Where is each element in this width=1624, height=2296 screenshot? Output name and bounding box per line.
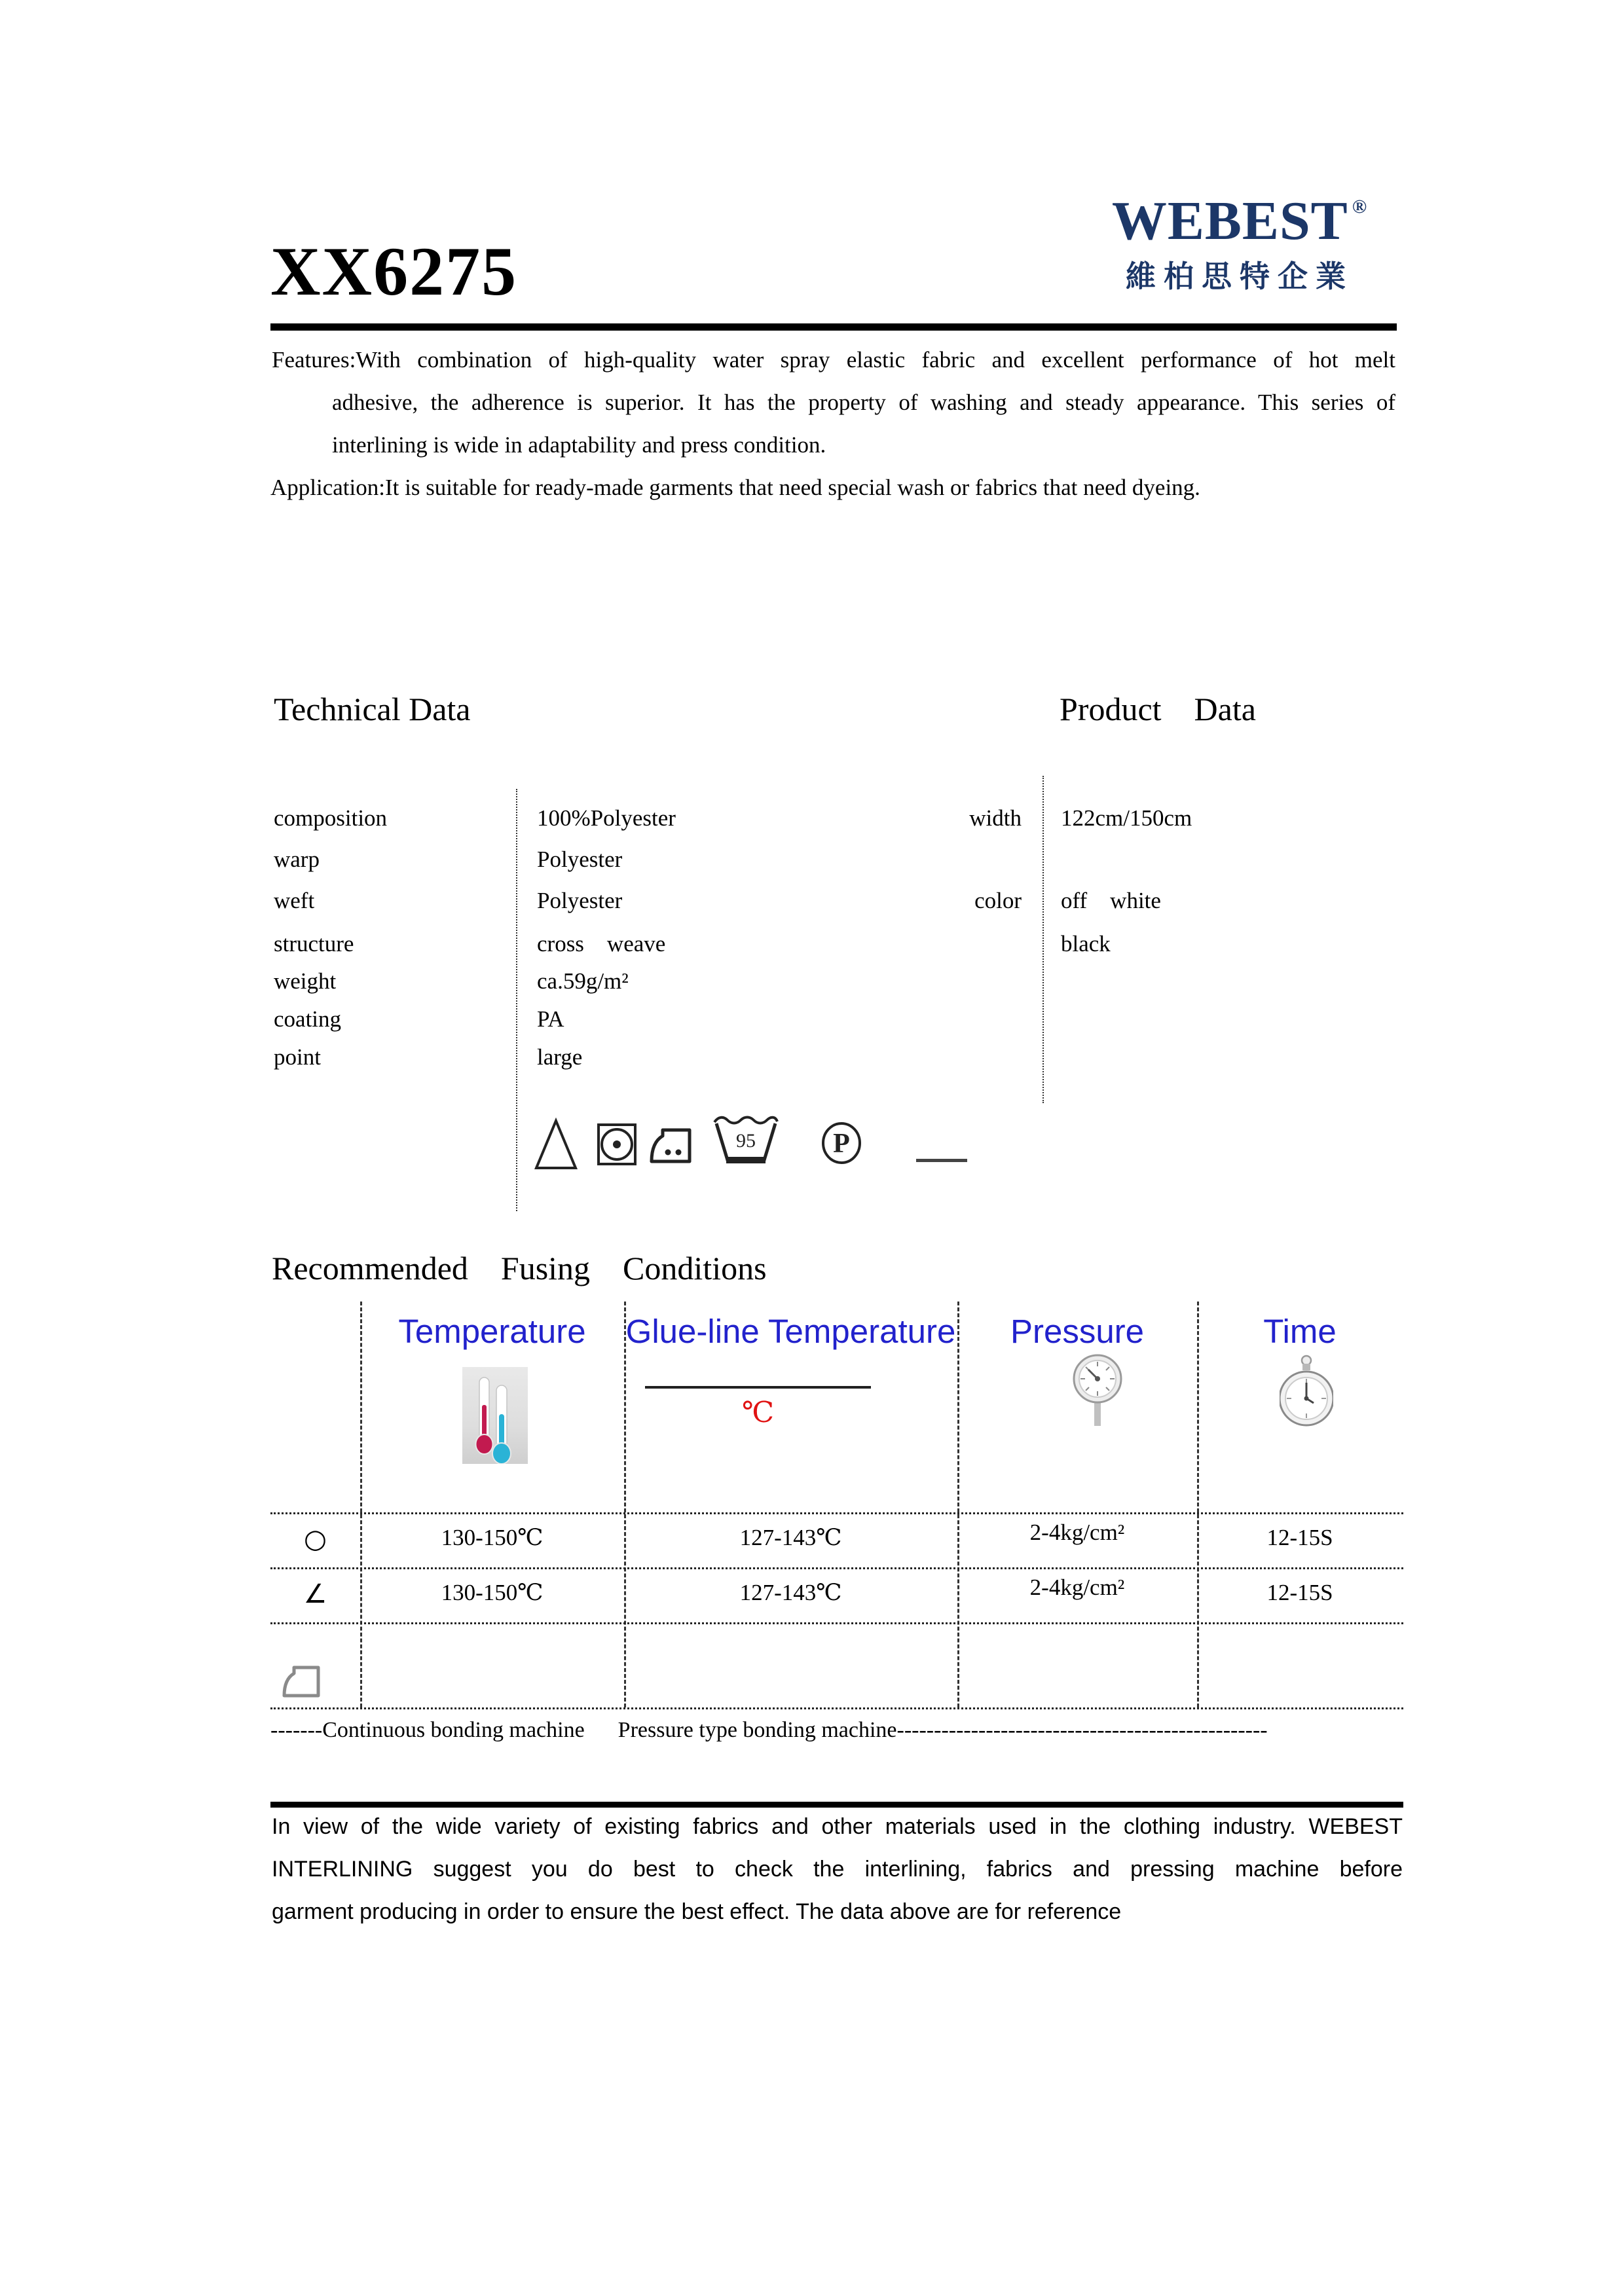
company-logo	[1099, 191, 1380, 296]
fusing-col-divider	[360, 1302, 362, 1707]
fusing-cell-glue-line: 127-143℃	[739, 1580, 842, 1605]
fusing-column-header-glue-line: Glue-line Temperature	[625, 1313, 956, 1350]
width-value: 122cm/150cm	[1061, 805, 1192, 831]
tech-value: PA	[537, 1006, 564, 1032]
fusing-col-divider	[624, 1302, 626, 1707]
thermometer-icon	[462, 1367, 528, 1464]
tumble-dry-icon	[597, 1121, 637, 1168]
fusing-row-divider	[270, 1707, 1403, 1709]
color-value-offwhite: off white	[1061, 888, 1161, 913]
footer-divider	[270, 1802, 1403, 1808]
tech-value: cross weave	[537, 931, 666, 957]
technical-data-heading: Technical Data	[274, 691, 471, 727]
fusing-row-symbol-angle: ∠	[303, 1579, 327, 1609]
glue-line-blank-underline	[645, 1386, 871, 1389]
tech-value: 100%Polyester	[537, 805, 676, 831]
header-divider	[270, 323, 1397, 331]
stopwatch-icon	[1280, 1354, 1333, 1429]
features-line-1: Features:With combination of high-quality water spray elastic fabric and excellent performance of hot melt	[272, 347, 1395, 373]
dry-clean-p-icon	[821, 1121, 862, 1165]
tech-value: large	[537, 1044, 583, 1070]
fusing-cell-temperature: 130-150℃	[441, 1580, 544, 1605]
tech-value: Polyester	[537, 888, 623, 913]
bleach-triangle-icon	[534, 1117, 578, 1172]
fusing-row-divider	[270, 1622, 1403, 1624]
bonding-machine-caption: -------Continuous bonding machine Pressure type bonding machine--------------------------------------------------	[270, 1718, 1268, 1742]
fusing-cell-pressure: 2-4kg/cm²	[1029, 1520, 1125, 1545]
tech-label: composition	[274, 805, 388, 831]
fusing-cell-time: 12-15S	[1266, 1525, 1333, 1550]
iron-two-dots-icon	[647, 1123, 694, 1165]
tech-label: coating	[274, 1006, 342, 1032]
tech-label: point	[274, 1044, 321, 1070]
fusing-col-divider	[1197, 1302, 1199, 1707]
tech-label: weight	[274, 968, 337, 994]
width-label: width	[969, 805, 1022, 831]
fusing-cell-temperature: 130-150℃	[441, 1525, 544, 1550]
wash-95-icon	[711, 1113, 781, 1167]
fusing-row-symbol-circle: ○	[304, 1524, 327, 1554]
footer-line-3: garment producing in order to ensure the best effect. The data above are for reference	[272, 1899, 1122, 1924]
fusing-col-divider	[957, 1302, 959, 1707]
page-title: XX6275	[270, 233, 518, 310]
tech-label: weft	[274, 888, 315, 913]
product-table-divider	[1043, 776, 1044, 1103]
registered-trademark-icon: ®	[1352, 196, 1368, 217]
features-line-2: adhesive, the adherence is superior. It has the property of washing and steady appearance. This series of	[332, 390, 1395, 415]
color-value-black: black	[1061, 931, 1111, 957]
glue-line-unit-celsius: ℃	[741, 1396, 775, 1429]
fusing-column-header-pressure: Pressure	[1010, 1313, 1145, 1350]
fusing-column-header-time: Time	[1263, 1313, 1337, 1350]
fusing-row-divider	[270, 1512, 1403, 1514]
fusing-cell-pressure: 2-4kg/cm²	[1029, 1575, 1125, 1600]
footer-line-2: INTERLINING suggest you do best to check the interlining, fabrics and pressing machine before	[272, 1857, 1403, 1882]
fusing-cell-time: 12-15S	[1266, 1580, 1333, 1605]
fusing-conditions-heading: Recommended Fusing Conditions	[272, 1250, 767, 1286]
features-line-3: interlining is wide in adaptability and press condition.	[332, 432, 826, 458]
flat-line-icon	[916, 1159, 967, 1162]
fusing-cell-glue-line: 127-143℃	[739, 1525, 842, 1550]
fusing-row-divider	[270, 1567, 1403, 1569]
tech-label: structure	[274, 931, 354, 957]
product-data-heading: Product Data	[1060, 691, 1256, 727]
application-line: Application:It is suitable for ready-made garments that need special wash or fabrics that need dyeing.	[270, 475, 1200, 500]
tech-value: ca.59g/m²	[537, 968, 629, 994]
tech-label: warp	[274, 847, 320, 872]
logo-brand-line	[1099, 191, 1380, 251]
tech-value: Polyester	[537, 847, 623, 872]
logo-chinese-text: 維柏思特企業	[1126, 259, 1354, 293]
wash-temp-text: 95	[736, 1130, 756, 1152]
pressure-gauge-icon	[1071, 1351, 1124, 1431]
logo-brand-text: WEBEST	[1111, 191, 1348, 251]
fusing-row-symbol-iron-icon	[280, 1662, 322, 1700]
fusing-column-header-temperature: Temperature	[398, 1313, 586, 1350]
dry-clean-letter-text: P	[833, 1129, 850, 1159]
footer-line-1: In view of the wide variety of existing fabrics and other materials used in the clothing industry. WEBEST	[272, 1814, 1403, 1839]
color-label: color	[974, 888, 1022, 913]
technical-table-divider	[516, 789, 517, 1211]
